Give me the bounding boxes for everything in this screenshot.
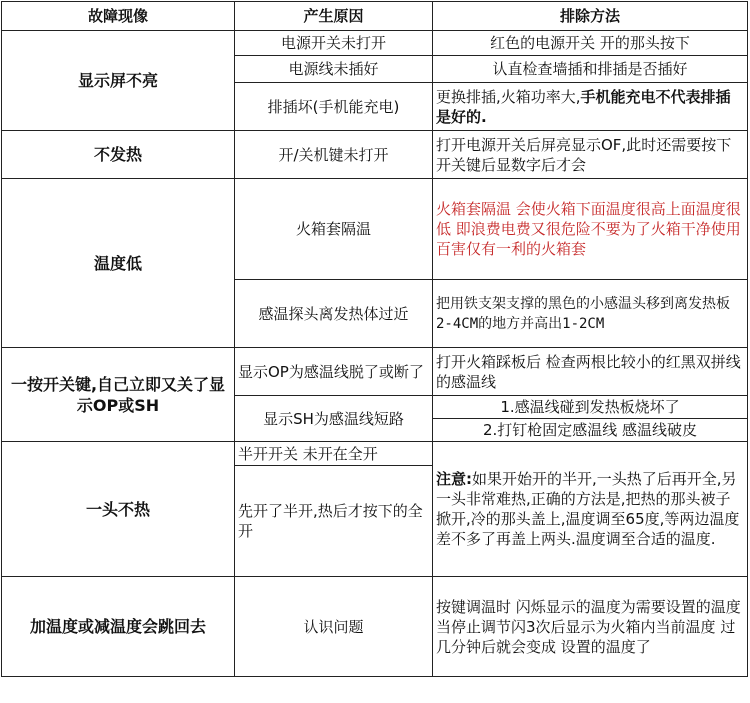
fix-cell: 2.打钉枪固定感温线 感温线破皮 xyxy=(433,419,748,442)
header-row xyxy=(2,2,748,31)
symptom-display-not-lit: 显示屏不亮 xyxy=(2,31,235,131)
fix-cell: 按键调温时 闪烁显示的温度为需要设置的温度 当停止调节闪3次后显示为火箱内当前温度 过几分钟后就会变成 设置的温度了 xyxy=(433,577,748,677)
table-row xyxy=(2,179,748,280)
fix-cell xyxy=(433,442,748,577)
cause-cell: 电源开关未打开 xyxy=(235,31,433,56)
fix-cell xyxy=(433,83,748,131)
fix-cell: 1.感温线碰到发热板烧坏了 xyxy=(433,396,748,419)
troubleshooting-table xyxy=(1,1,748,677)
fix-emphasis: 注意: xyxy=(436,470,472,488)
cause-cell: 火箱套隔温 xyxy=(235,179,433,280)
table-row xyxy=(2,131,748,179)
cause-cell: 电源线未插好 xyxy=(235,56,433,83)
symptom-auto-off: 一按开关键,自己立即又关了显示OP或SH xyxy=(2,348,235,442)
table-row xyxy=(2,348,748,396)
table-row xyxy=(2,442,748,466)
symptom-no-heat: 不发热 xyxy=(2,131,235,179)
header-fix: 排除方法 xyxy=(433,2,748,31)
table-row xyxy=(2,577,748,677)
fix-cell: 打开电源开关后屏亮显示OF,此时还需要按下开关键后显数字后才会 xyxy=(433,131,748,179)
symptom-temp-jump: 加温度或减温度会跳回去 xyxy=(2,577,235,677)
fix-cell-warning: 火箱套隔温 会使火箱下面温度很高上面温度很低 即浪费电费又很危险不要为了火箱干净使用百害仅有一利的火箱套 xyxy=(433,179,748,280)
header-cause: 产生原因 xyxy=(235,2,433,31)
table-row xyxy=(2,31,748,56)
fix-cell: 认直检查墙插和排插是否插好 xyxy=(433,56,748,83)
cause-cell: 开/关机键未打开 xyxy=(235,131,433,179)
cause-cell: 显示OP为感温线脱了或断了 xyxy=(235,348,433,396)
fix-text: 如果开始开的半开,一头热了后再开全,另一头非常难热,正确的方法是,把热的那头被子掀开,冷的那头盖上,温度调至65度,等两边温度差不多了再盖上两头.温度调至合适的温度. xyxy=(436,470,740,548)
fix-emphasis: 手机能充电不代表排插是好的. xyxy=(436,87,731,126)
cause-cell: 排插坏(手机能充电) xyxy=(235,83,433,131)
symptom-low-temp: 温度低 xyxy=(2,179,235,348)
fix-cell: 打开火箱踩板后 检查两根比较小的红黑双拼线的感温线 xyxy=(433,348,748,396)
cause-cell: 感温探头离发热体过近 xyxy=(235,280,433,348)
cause-cell: 显示SH为感温线短路 xyxy=(235,396,433,442)
fix-cell: 红色的电源开关 开的那头按下 xyxy=(433,31,748,56)
header-symptom: 故障现像 xyxy=(2,2,235,31)
cause-cell: 先开了半开,热后才按下的全开 xyxy=(235,466,433,577)
symptom-one-end-cold: 一头不热 xyxy=(2,442,235,577)
fix-cell: 把用铁支架支撑的黑色的小感温头移到离发热板 2-4CM的地方并高出1-2CM xyxy=(433,280,748,348)
cause-cell: 认识问题 xyxy=(235,577,433,677)
cause-cell: 半开开关 未开在全开 xyxy=(235,442,433,466)
fix-text: 更换排插,火箱功率大, xyxy=(436,87,581,106)
